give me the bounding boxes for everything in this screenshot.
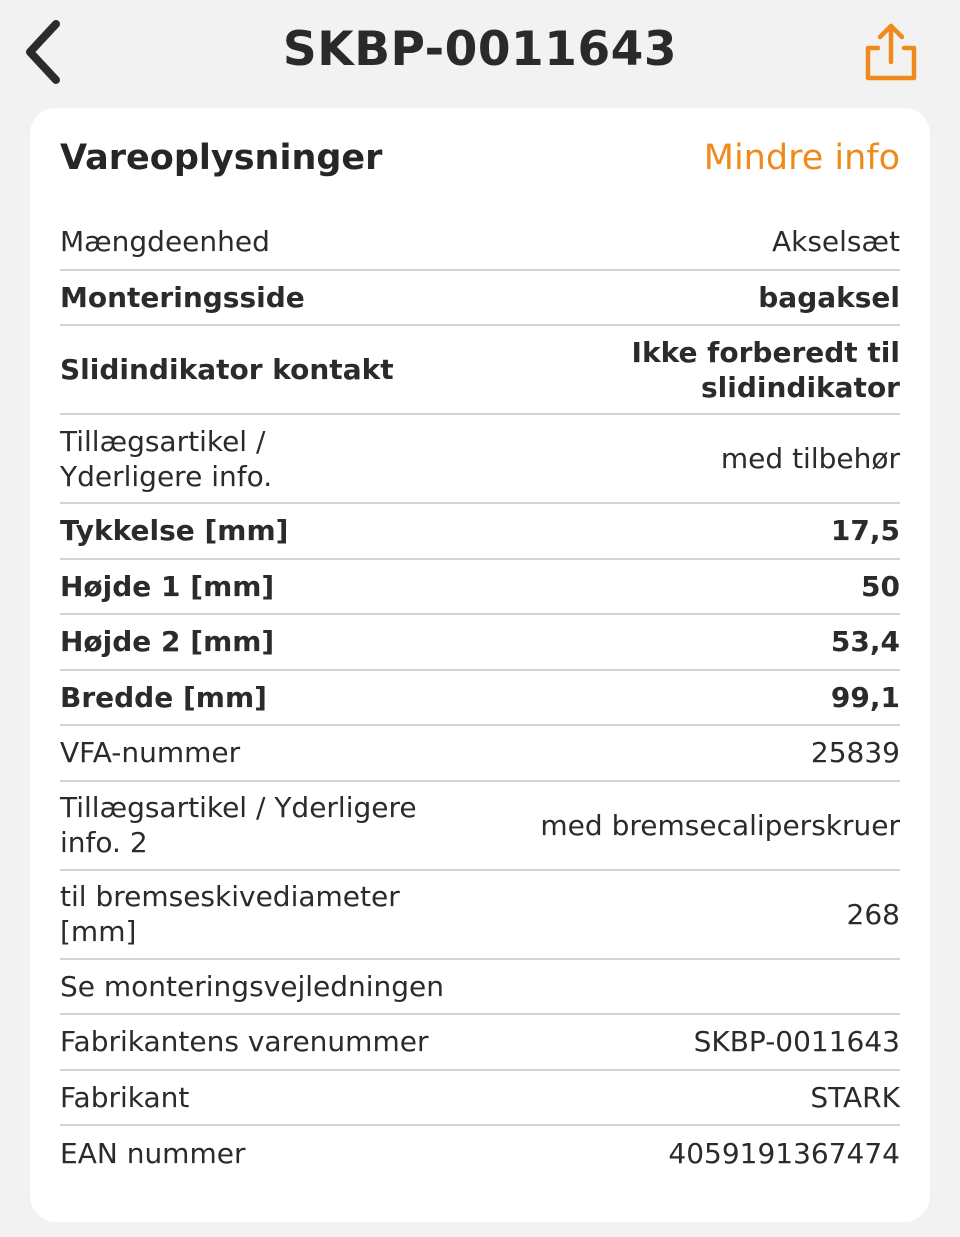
spec-row [60, 271, 900, 327]
share-button[interactable] [858, 18, 924, 88]
spec-row [60, 782, 900, 871]
top-bar [0, 0, 960, 104]
spec-value: 17,5 [830, 514, 900, 548]
spec-row [60, 671, 900, 727]
spec-label: Se monteringsvejledningen [60, 969, 445, 1003]
spec-label: Bredde [mm] [60, 680, 267, 714]
less-info-link[interactable]: Mindre info [703, 138, 900, 178]
spec-row [60, 560, 900, 616]
spec-row [60, 871, 900, 960]
spec-label: Fabrikant [60, 1080, 190, 1114]
spec-label: Højde 1 [mm] [60, 569, 275, 603]
spec-value: STARK [810, 1080, 900, 1114]
card-title: Vareoplysninger [60, 138, 383, 178]
spec-value: SKBP-0011643 [693, 1025, 900, 1059]
spec-label: til bremseskivediameter [mm] [60, 880, 400, 948]
spec-value: med bremsecaliperskruer [540, 808, 900, 842]
spec-label: Monteringsside [60, 280, 305, 314]
spec-row [60, 415, 900, 504]
spec-row [60, 615, 900, 671]
spec-label: Højde 2 [mm] [60, 625, 275, 659]
spec-row [60, 726, 900, 782]
spec-row [60, 1071, 900, 1127]
spec-value: 268 [846, 897, 900, 931]
spec-label: VFA-nummer [60, 736, 241, 770]
spec-label: Tillægsartikel / Yderligere info. 2 [60, 791, 417, 859]
spec-value: Akselsæt [771, 225, 900, 259]
spec-label: Slidindikator kontakt [60, 353, 394, 386]
spec-value: 99,1 [830, 680, 900, 714]
spec-row [60, 960, 900, 1016]
spec-label: Fabrikantens varenummer [60, 1025, 429, 1059]
spec-value: Ikke forberedt til slidindikator [631, 335, 900, 404]
share-icon [858, 18, 924, 88]
spec-label: Tykkelse [mm] [60, 514, 289, 548]
spec-row [60, 504, 900, 560]
spec-label: EAN nummer [60, 1137, 246, 1171]
spec-row [60, 1126, 900, 1182]
spec-value: 50 [861, 569, 900, 603]
spec-row [60, 1015, 900, 1071]
spec-label: Tillægsartikel / Yderligere info. [60, 424, 273, 493]
spec-label: Mængdeenhed [60, 225, 270, 259]
spec-value: 25839 [810, 736, 900, 770]
spec-value: bagaksel [758, 280, 900, 314]
page-title: SKBP-0011643 [282, 22, 678, 77]
spec-value: med tilbehør [720, 442, 900, 475]
spec-row [60, 215, 900, 271]
spec-row [60, 326, 900, 415]
card-header [60, 138, 900, 186]
spec-value: 53,4 [830, 625, 900, 659]
spec-list [60, 215, 900, 1182]
spec-value: 4059191367474 [668, 1137, 900, 1171]
product-info-card [30, 108, 930, 1222]
